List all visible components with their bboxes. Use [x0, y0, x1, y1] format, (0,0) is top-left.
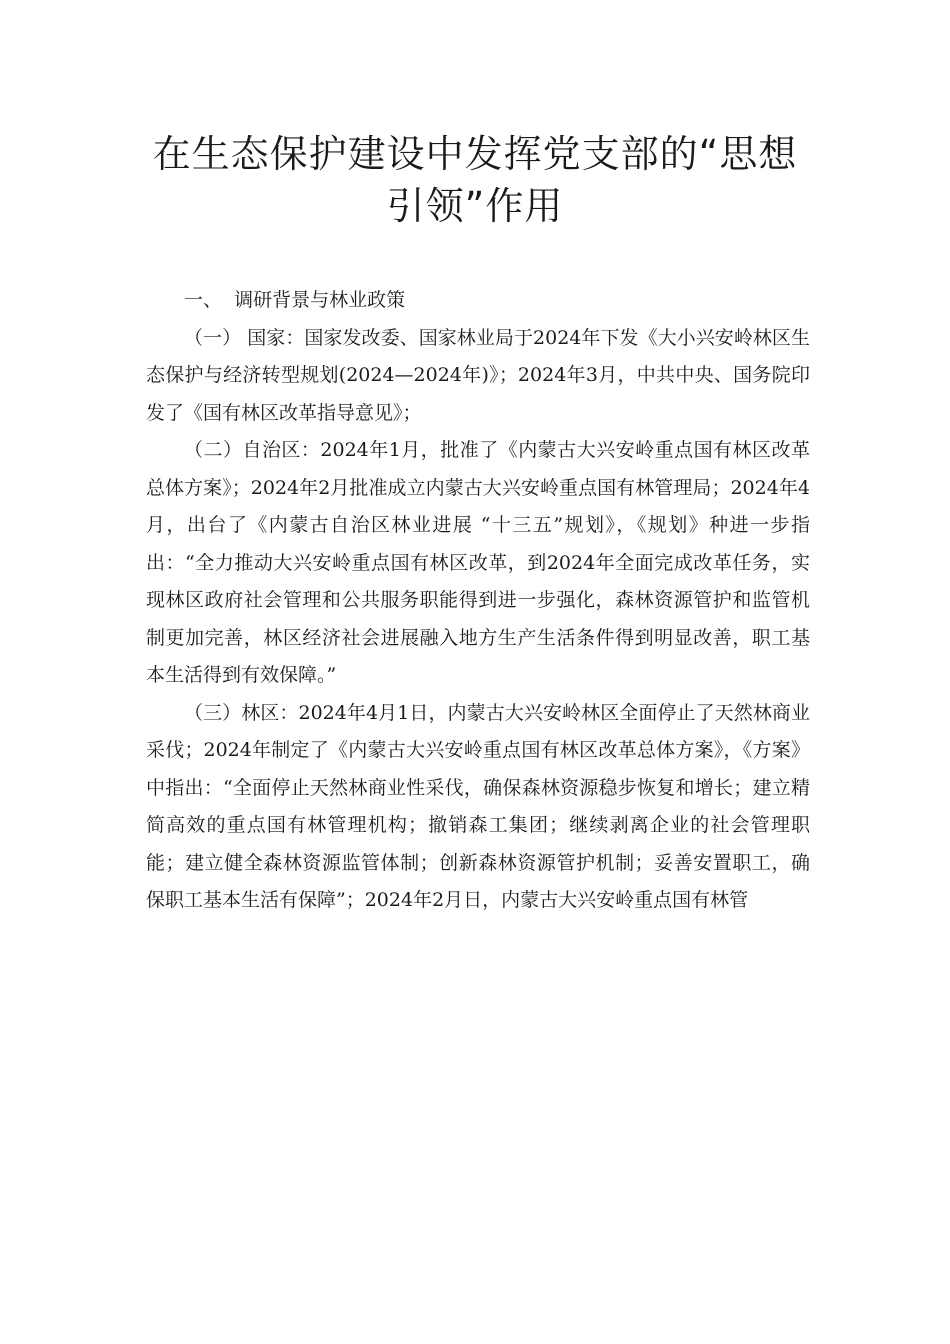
paragraph-autonomous-region: （二）自治区：2024年1月，批准了《内蒙古大兴安岭重点国有林区改革总体方案》；2024年2月批准成立内蒙古大兴安岭重点国有林管理局；2024年4月，出台了《内蒙古自治区林业进展 “十三五”规划》，《规划》种进一步指出：“全力推动大兴安岭重点国有林区改革，到2024年全面完成改革任务，实现林区政府社会管理和公共服务职能得到进一步强化，森林资源管护和监管机制更加完善，林区经济社会进展融入地方生产生活条件得到明显改善，职工基本生活得到有效保障。” [146, 439, 810, 686]
title-line-1: 在生态保护建设中发挥党支部的“思想 [152, 132, 798, 176]
paragraph-forest-region: （三）林区：2024年4月1日，内蒙古大兴安岭林区全面停止了天然林商业采伐；2024年制定了《内蒙古大兴安岭重点国有林区改革总体方案》，《方案》中指出：“全面停止天然林商业性采伐，确保森林资源稳步恢复和增长；建立精简高效的重点国有林管理机构；撤销森工集团；继续剥离企业的社会管理职能；建立健全森林资源监管体制；创新森林资源管护机制；妥善安置职工，确保职工基本生活有保障”；2024年2月日，内蒙古大兴安岭重点国有林管 [146, 701, 810, 911]
section-heading: 一、 调研背景与林业政策 [184, 289, 406, 311]
document-body [146, 282, 810, 920]
paragraph-national: （一） 国家：国家发改委、国家林业局于2024年下发《大小兴安岭林区生态保护与经济转型规划(2024—2024年)》；2024年3月，中共中央、国务院印发了《国有林区改革指导意见》； [146, 326, 810, 424]
document-title [120, 128, 830, 232]
title-line-2: 引领”作用 [386, 184, 564, 228]
